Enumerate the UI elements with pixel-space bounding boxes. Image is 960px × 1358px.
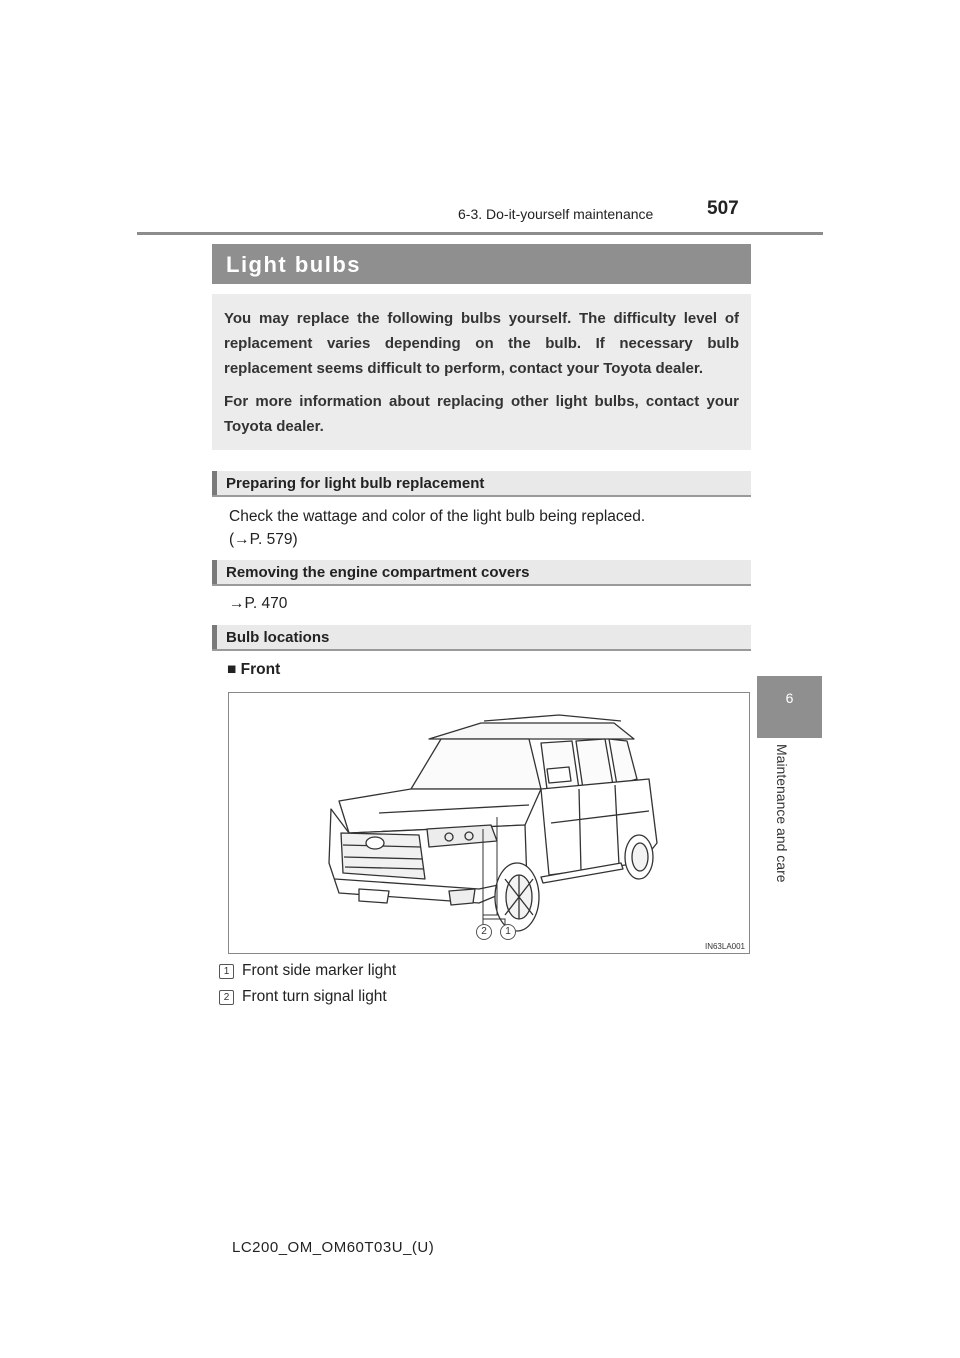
section-marker	[212, 625, 217, 649]
section-heading-locations	[212, 625, 751, 651]
legend-number-1: 1	[219, 964, 234, 979]
figure-code: IN63LA001	[704, 942, 745, 951]
callout-2: 2	[476, 924, 492, 940]
chapter-side-label	[770, 744, 796, 894]
page-title: Light bulbs	[226, 252, 362, 277]
intro-paragraph-2: For more information about replacing other light bulbs, contact your Toyota dealer.	[224, 393, 739, 435]
section-heading-text: Bulb locations	[226, 629, 330, 646]
section-marker	[212, 471, 217, 495]
header-divider	[137, 232, 823, 235]
vehicle-front-illustration	[228, 692, 750, 954]
chapter-tab	[757, 676, 822, 738]
section-marker	[212, 560, 217, 584]
chapter-title: Maintenance and care	[774, 744, 790, 883]
document-code: LC200_OM_OM60T03U_(U)	[232, 1239, 435, 1256]
page-number: 507	[707, 198, 739, 219]
header-section-title: 6-3. Do-it-yourself maintenance	[458, 206, 654, 222]
preparing-text-line2: (→P. 579)	[229, 531, 298, 548]
subheading-front: ■ Front	[227, 661, 281, 678]
section-heading-preparing	[212, 471, 751, 497]
intro-box	[212, 294, 751, 450]
legend-label-1: Front side marker light	[242, 962, 397, 979]
callout-1: 1	[500, 924, 516, 940]
section-heading-text: Preparing for light bulb replacement	[226, 475, 485, 492]
suv-drawing	[229, 693, 749, 953]
legend-label-2: Front turn signal light	[242, 988, 387, 1005]
page-title-bar	[212, 244, 751, 284]
chapter-number: 6	[785, 690, 794, 706]
section-heading-text: Removing the engine compartment covers	[226, 564, 530, 581]
intro-paragraph-1: You may replace the following bulbs yourself. The difficulty level of replacement varies depending on the bulb. If necessary bulb replacement seems difficult to perform, contact your Toyota dealer.	[224, 310, 739, 377]
preparing-text-line1: Check the wattage and color of the light bulb being replaced.	[229, 508, 646, 525]
legend-number-2: 2	[219, 990, 234, 1005]
section-heading-covers	[212, 560, 751, 586]
covers-page-reference: →P. 470	[229, 595, 288, 612]
